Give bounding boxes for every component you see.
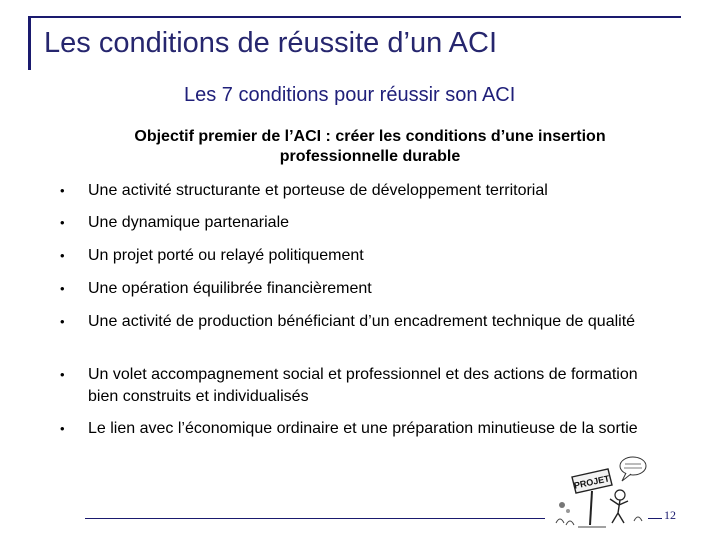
list-item xyxy=(60,278,660,300)
footer-rule xyxy=(85,518,545,519)
objective-statement: Objectif premier de l’ACI : créer les conditions d’une insertion professionnelle durable xyxy=(134,128,606,165)
slide-title: Les conditions de réussite d’un ACI xyxy=(44,27,497,59)
bullet-icon: • xyxy=(60,183,65,198)
footer-rule-short xyxy=(648,518,662,519)
list-item-text: Un projet porté ou relayé politiquement xyxy=(88,247,364,264)
list-item xyxy=(60,364,660,408)
projet-signpost-clipart-icon xyxy=(548,455,648,530)
list-item-text: Une dynamique partenariale xyxy=(88,214,290,231)
list-item xyxy=(60,245,660,267)
list-item-text: Un volet accompagnement social et professionnel et des actions de formation bien construits et individualisés xyxy=(88,366,638,405)
list-item xyxy=(60,212,660,234)
bullet-icon: • xyxy=(60,248,65,263)
list-item-text: Le lien avec l’économique ordinaire et une préparation minutieuse de la sortie xyxy=(88,420,638,437)
list-item xyxy=(60,311,660,333)
list-item-text: Une activité structurante et porteuse de développement territorial xyxy=(88,182,548,199)
bullet-icon: • xyxy=(60,367,65,382)
sign-text: PROJET xyxy=(573,473,611,491)
slide-subtitle: Les 7 conditions pour réussir son ACI xyxy=(184,84,516,106)
list-item xyxy=(60,418,660,440)
bullet-icon: • xyxy=(60,314,65,329)
bullet-icon: • xyxy=(60,421,65,436)
list-item-text: Une opération équilibrée financièrement xyxy=(88,280,372,297)
bullet-icon: • xyxy=(60,281,65,296)
list-item-text: Une activité de production bénéficiant d’un encadrement technique de qualité xyxy=(88,313,636,330)
page-number: 12 xyxy=(664,508,676,522)
bullet-icon: • xyxy=(60,215,65,230)
list-item xyxy=(60,180,660,202)
